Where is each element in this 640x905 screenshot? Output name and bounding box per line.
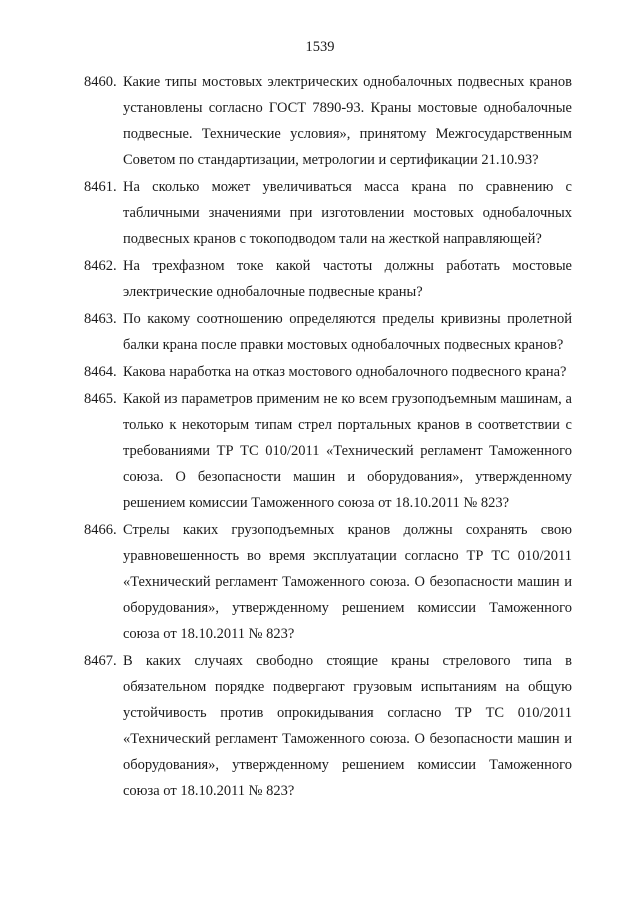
- question-text: На трехфазном токе какой частоты должны работать мостовые электрические однобалочные подвесные краны?: [123, 258, 572, 300]
- question-text: Какова наработка на отказ мостового однобалочного подвесного крана?: [123, 364, 567, 380]
- question-text: По какому соотношению определяются пределы кривизны пролетной балки крана после правки мостовых однобалочных подвесных кранов?: [123, 311, 572, 353]
- question-item: [84, 69, 572, 173]
- question-number: 8466.: [84, 522, 117, 538]
- question-number: 8461.: [84, 179, 117, 195]
- question-number: 8464.: [84, 364, 117, 380]
- question-text: Стрелы каких грузоподъемных кранов должны сохранять свою уравновешенность во время эксплуатации согласно ТР ТС 010/2011 «Технический регламент Таможенного союза. О безопасности машин и оборудования», утвержденному решением комиссии Таможенного союза от 18.10.2011 № 823?: [123, 522, 572, 642]
- page-number: 1539: [305, 39, 335, 55]
- question-item: [84, 648, 572, 804]
- question-number: 8460.: [84, 74, 117, 90]
- question-item: [84, 253, 572, 305]
- question-item: [84, 174, 572, 252]
- question-number: 8462.: [84, 258, 117, 274]
- question-text: Какие типы мостовых электрических однобалочных подвесных кранов установлены согласно ГОСТ 7890-93. Краны мостовые однобалочные подвесные. Технические условия», принятому Межгосударственным Советом по стандартизации, метрологии и сертификации 21.10.93?: [123, 74, 572, 168]
- question-number: 8465.: [84, 391, 117, 407]
- question-number: 8463.: [84, 311, 117, 327]
- question-item: [84, 386, 572, 516]
- question-text: В каких случаях свободно стоящие краны стрелового типа в обязательном порядке подвергают грузовым испытаниям на общую устойчивость против опрокидывания согласно ТР ТС 010/2011 «Технический регламент Таможенного союза. О безопасности машин и оборудования», утвержденному решением комиссии Таможенного союза от 18.10.2011 № 823?: [123, 653, 572, 799]
- question-text: Какой из параметров применим не ко всем грузоподъемным машинам, а только к некоторым типам стрел портальных кранов в соответствии с требованиями ТР ТС 010/2011 «Технический регламент Таможенного союза. О безопасности машин и оборудования», утвержденному решением комиссии Таможенного союза от 18.10.2011 № 823?: [123, 391, 572, 511]
- question-item: [84, 306, 572, 358]
- question-text: На сколько может увеличиваться масса крана по сравнению с табличными значениями при изготовлении мостовых однобалочных подвесных кранов с токоподводом тали на жесткой направляющей?: [123, 179, 572, 247]
- question-number: 8467.: [84, 653, 117, 669]
- question-item: [84, 517, 572, 647]
- question-item: [84, 359, 572, 385]
- question-list: [84, 69, 572, 805]
